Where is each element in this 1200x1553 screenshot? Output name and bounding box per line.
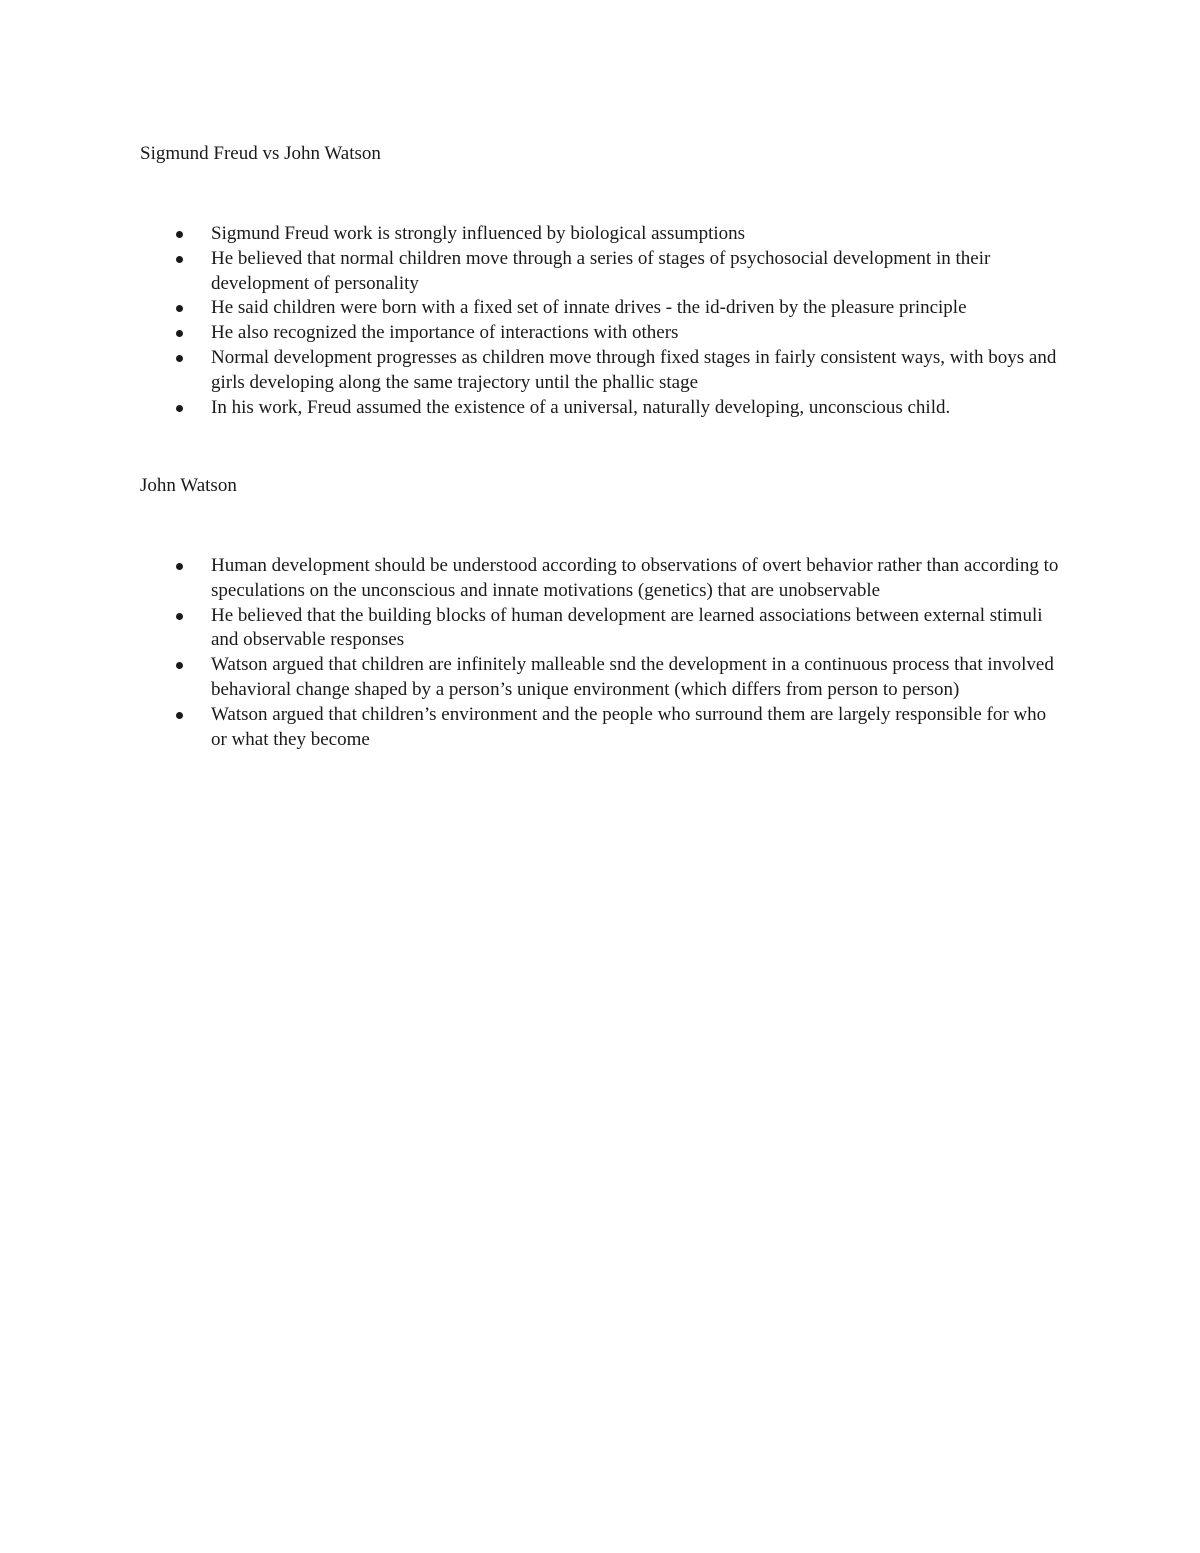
list-item-text: Normal development progresses as children move through fixed stages in fairly consistent ways, with boys and girls developing along the same trajectory until the phallic stage [211,346,1057,393]
list-item-text: He believed that the building blocks of human development are learned associations between external stimuli and observable responses [211,604,1043,651]
list-item-text: Watson argued that children are infinitely malleable snd the development in a continuous process that involved behavioral change shaped by a person’s unique environment (which differs from person to person) [211,654,1054,700]
list-item-text: Watson argued that children’s environment and the people who surround them are largely responsible for who or what they become [211,703,1047,750]
list-item [0,321,1061,346]
list-item [0,703,1061,753]
list-item [0,247,1061,297]
list-item [0,653,1061,703]
bullet-dot-icon [176,305,183,312]
bullet-dot-icon [176,563,183,570]
bullet-dot-icon [176,662,183,669]
list-item [0,222,1061,247]
section-title-freud-vs-watson: Sigmund Freud vs John Watson [140,143,381,164]
freud-bullet-list [0,222,1200,420]
section-title-john-watson: John Watson [140,475,237,496]
list-item-text: He also recognized the importance of interactions with others [211,322,679,344]
list-item-text: Human development should be understood according to observations of overt behavior rather than according to speculations on the unconscious and innate motivations (genetics) that are unobservable [211,555,1059,601]
bullet-dot-icon [176,330,183,337]
list-item [0,346,1061,396]
list-item-text: He said children were born with a fixed set of innate drives - the id-driven by the pleasure principle [211,297,967,319]
bullet-dot-icon [176,355,183,362]
list-item [0,296,1061,321]
list-item [0,554,1061,604]
bullet-dot-icon [176,405,183,412]
bullet-dot-icon [176,231,183,238]
bullet-dot-icon [176,712,183,719]
bullet-dot-icon [176,256,183,263]
list-item-text: In his work, Freud assumed the existence of a universal, naturally developing, unconscious child. [211,396,951,418]
list-item-text: He believed that normal children move through a series of stages of psychosocial development in their development of personality [211,247,991,294]
list-item [0,396,1061,421]
list-item-text: Sigmund Freud work is strongly influenced by biological assumptions [211,223,746,244]
bullet-dot-icon [176,613,183,620]
watson-bullet-list [0,554,1200,752]
list-item [0,604,1061,654]
